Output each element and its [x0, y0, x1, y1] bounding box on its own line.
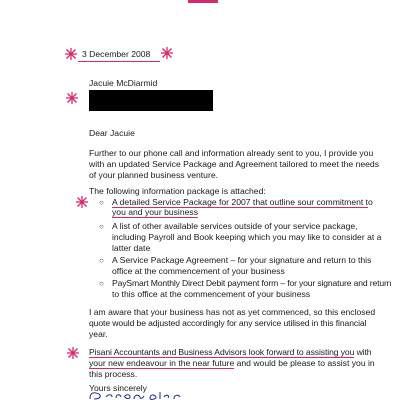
bullet-marker: ○: [99, 198, 104, 207]
bullet-3-line: office at the commencement of your business: [112, 266, 285, 276]
closing-line: year.: [89, 329, 108, 339]
intro-line: of your planned business venture.: [89, 170, 218, 180]
forward-underlined-text: your new endeavour in the near future: [89, 358, 235, 368]
salutation: Dear Jacuie: [89, 128, 135, 138]
recipient-name: Jacuie McDiarmid: [89, 78, 158, 88]
bullet-1-line: A detailed Service Package for 2007 that outline sour commitment to: [112, 197, 373, 207]
letter-date: 3 December 2008: [82, 49, 151, 59]
asterisk-annotation-icon: [64, 47, 78, 61]
signoff: Yours sincerely: [89, 383, 147, 393]
forward-text: with: [354, 347, 372, 357]
bullet-1-line: you and your business: [112, 207, 198, 217]
date-underline: [78, 61, 160, 62]
redacted-address: [89, 90, 213, 111]
bullet-2-line: latter date: [112, 243, 151, 253]
forward-line-2: [89, 358, 375, 369]
forward-text: and would be please to assist you in: [234, 358, 375, 368]
asterisk-annotation-icon: [75, 195, 89, 209]
header-mark: [188, 0, 218, 3]
closing-line: quote would be adjusted accordingly for any service utilised in this financial: [89, 318, 367, 328]
bullet-1-underline: [112, 217, 198, 218]
bullet-2-line: including Payroll and Book keeping which you may like to consider at a: [112, 232, 382, 242]
bullet-marker: ○: [99, 222, 104, 231]
asterisk-annotation-icon: [160, 46, 174, 60]
forward-underlined-text: Pisani Accountants and Business Advisors look forward to assisting you: [89, 347, 355, 357]
asterisk-annotation-icon: [65, 91, 79, 105]
asterisk-annotation-icon: [66, 346, 80, 360]
bullet-marker: ○: [99, 256, 104, 265]
intro-line: with an updated Service Package and Agreement tailored to meet the needs: [89, 159, 379, 169]
bullet-4-line: to this office at the commencement of your business: [112, 289, 311, 299]
forward-line-3: this process.: [89, 369, 138, 379]
intro-line: Further to our phone call and information already sent to you, I provide you: [89, 148, 374, 158]
signature-image: [88, 391, 208, 400]
closing-line: I am aware that your business has not as yet commenced, so this enclosed: [89, 307, 376, 317]
bullet-3-line: A Service Package Agreement – for your signature and return to this: [112, 255, 372, 265]
package-intro: The following information package is attached:: [89, 186, 266, 196]
bullet-4-line: PaySmart Monthly Direct Debit payment form – for your signature and return: [112, 278, 392, 288]
forward-line-1: [89, 347, 371, 358]
bullet-marker: ○: [99, 279, 104, 288]
bullet-2-line: A list of other available services outside of your service package,: [112, 221, 358, 231]
